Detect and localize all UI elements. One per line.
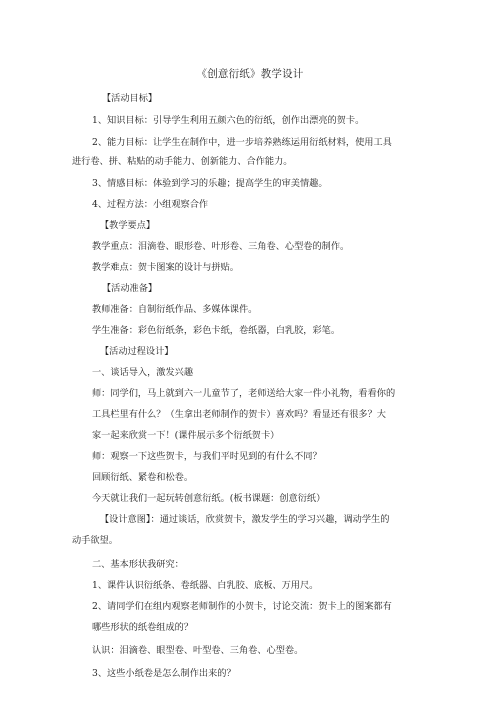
document-title: 《创意衍纸》教学设计 — [196, 68, 304, 80]
paragraph-s2-line-1: 2、请同学们在组内观察老师制作的小贺卡，讨论交流：贺卡上的图案都有 — [92, 601, 392, 612]
paragraph-s4: 3、这些小纸卷是怎么制作出来的？ — [92, 668, 236, 679]
subheading-part-2: 二、基本形状我研究： — [92, 559, 184, 570]
section-heading-preparation: 【活动准备】 — [102, 283, 158, 294]
section-heading-key-points: 【教学要点】 — [100, 220, 156, 231]
section-heading-process: 【活动过程设计】 — [100, 346, 174, 357]
paragraph-goal-3: 3、情感目标：体验到学习的乐趣；提高学生的审美情趣。 — [92, 178, 328, 189]
paragraph-goal-2-line-1: 2、能力目标：让学生在制作中，进一步培养熟练运用衍纸材料，使用工具 — [92, 137, 392, 148]
paragraph-p1-line-3: 家一起来欣赏一下！(课件展示多个衍纸贺卡） — [92, 430, 280, 441]
subheading-part-1: 一、谈话导入，激发兴趣 — [92, 367, 194, 378]
paragraph-s2-line-2: 哪些形状的纸卷组成的？ — [92, 622, 194, 633]
paragraph-p2: 师：观察一下这些贺卡，与我们平时见到的有什么不同？ — [92, 451, 322, 462]
section-heading-goals: 【活动目标】 — [102, 93, 158, 104]
paragraph-difficulty: 教学难点：贺卡图案的设计与拼贴。 — [92, 262, 239, 273]
paragraph-p3: 回顾衍纸、紧卷和松卷。 — [92, 472, 194, 483]
paragraph-goal-2-line-2: 进行卷、拼、粘贴的动手能力、创新能力、合作能力。 — [72, 156, 293, 167]
paragraph-key-point: 教学重点：泪滴卷、眼形卷、叶形卷、三角卷、心型卷的制作。 — [92, 241, 350, 252]
paragraph-goal-1: 1、知识目标：引导学生利用五颜六色的衍纸，创作出漂亮的贺卡。 — [92, 115, 365, 126]
paragraph-intent-line-1: 【设计意图】：通过谈话，欣赏贺卡，激发学生的学习兴趣，调动学生的 — [100, 514, 390, 525]
paragraph-goal-4: 4、过程方法：小组观察合作 — [92, 199, 209, 210]
paragraph-p1-line-2: 工具栏里有什么？（生拿出老师制作的贺卡）喜欢吗？看显还有很多？大 — [92, 409, 386, 420]
paragraph-student-prep: 学生准备：彩色衍纸条，彩色卡纸，卷纸器，白乳胶，彩笔。 — [92, 325, 341, 336]
paragraph-s1: 1、课件认识衍纸条、卷纸器、白乳胶、底板、万用尺。 — [92, 580, 319, 591]
paragraph-s3: 认识：泪滴卷、眼型卷、叶型卷、三角卷、心型卷。 — [92, 645, 304, 656]
paragraph-p4: 今天就让我们一起玩转创意衍纸。(板书课题：创意衍纸） — [92, 493, 326, 504]
paragraph-p1-line-1: 师：同学们，马上就到六一儿童节了，老师送给大家一件小礼物，看看你的 — [92, 388, 396, 399]
paragraph-teacher-prep: 教师准备：自制衍纸作品、多媒体课件。 — [92, 304, 258, 315]
paragraph-intent-line-2: 动手欲望。 — [72, 535, 118, 546]
